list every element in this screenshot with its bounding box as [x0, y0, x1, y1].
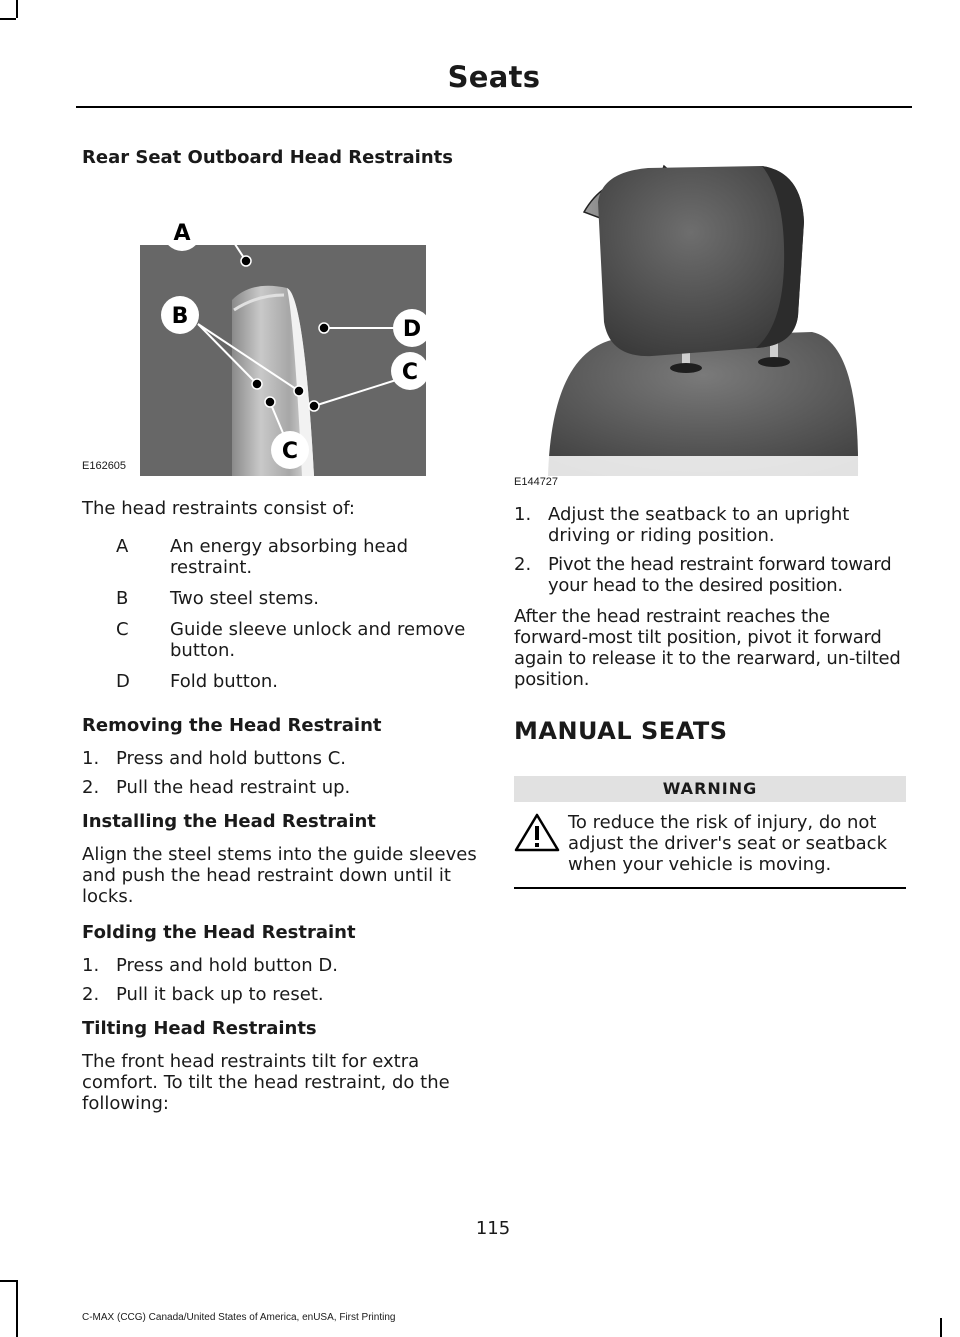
part-description: An energy absorbing head restraint.	[170, 536, 409, 578]
callout-d	[393, 309, 431, 347]
step-item	[82, 777, 480, 798]
folding-heading: Folding the Head Restraint	[82, 922, 356, 943]
part-description: Guide sleeve unlock and remove button.	[170, 619, 466, 661]
part-key: B	[116, 588, 129, 609]
step-text: Adjust the seatback to an upright driving or riding position.	[548, 504, 850, 546]
removing-steps	[82, 748, 480, 798]
callout-label-d: D	[402, 317, 422, 342]
head-restraint-illustration	[82, 170, 480, 482]
step-item	[82, 984, 480, 1005]
step-item	[82, 748, 480, 769]
callout-b	[161, 296, 199, 334]
callout-label-a: A	[173, 221, 191, 246]
parts-intro: The head restraints consist of:	[82, 498, 355, 519]
parts-list-item	[82, 671, 480, 692]
callout-label-c: C	[401, 360, 419, 385]
step-number: 1.	[514, 504, 532, 525]
warning-text: To reduce the risk of injury, do not adjust the driver's seat or seatback when your vehicle is moving.	[568, 812, 887, 875]
left-column	[82, 146, 480, 1114]
crop-mark	[940, 1318, 942, 1337]
warning-label: WARNING	[514, 776, 906, 802]
right-column	[514, 146, 906, 889]
callout-label-c: C	[281, 439, 299, 464]
manual-seats-heading: MANUAL SEATS	[514, 717, 728, 745]
warning-body	[514, 802, 906, 875]
crop-mark	[16, 0, 18, 18]
crop-mark	[16, 1282, 18, 1337]
step-item	[82, 955, 480, 976]
installing-heading: Installing the Head Restraint	[82, 811, 376, 832]
step-number: 2.	[82, 777, 100, 798]
part-description: Fold button.	[170, 671, 278, 692]
tilt-steps	[514, 504, 906, 596]
parts-list	[82, 536, 480, 692]
figure-code: E144727	[514, 476, 559, 488]
parts-list-item	[82, 588, 480, 609]
callout-c-right	[391, 352, 429, 390]
step-item	[514, 504, 906, 546]
installing-text: Align the steel stems into the guide sleeves and push the head restraint down until it locks.	[82, 844, 477, 907]
parts-list-item	[82, 619, 480, 661]
after-tilt-text: After the head restraint reaches the forward-most tilt position, pivot it forward again to release it to the rearward, un-tilted position.	[514, 606, 901, 690]
step-number: 2.	[514, 554, 532, 575]
step-text: Press and hold buttons C.	[116, 748, 347, 769]
parts-list-item	[82, 536, 480, 578]
crop-mark	[0, 18, 16, 20]
step-item	[514, 554, 906, 596]
warning-divider	[514, 887, 906, 889]
page-number: 115	[475, 1218, 511, 1239]
removing-heading: Removing the Head Restraint	[82, 715, 382, 736]
step-text: Pull the head restraint up.	[116, 777, 351, 798]
part-key: C	[116, 619, 129, 640]
step-number: 1.	[82, 955, 100, 976]
head-restraint-figure	[82, 170, 480, 482]
step-text: Pull it back up to reset.	[116, 984, 324, 1005]
section-subheading: Rear Seat Outboard Head Restraints	[82, 147, 453, 168]
crop-mark	[0, 1280, 18, 1282]
step-text: Pivot the head restraint forward toward your head to the desired position.	[548, 554, 892, 596]
folding-steps	[82, 955, 480, 1005]
tilting-heading: Tilting Head Restraints	[82, 1018, 317, 1039]
tilting-text: The front head restraints tilt for extra comfort. To tilt the head restraint, do the following:	[82, 1051, 450, 1114]
step-number: 1.	[82, 748, 100, 769]
part-description: Two steel stems.	[170, 588, 319, 609]
callout-a	[163, 213, 201, 251]
part-key: A	[116, 536, 129, 557]
figure-code: E162605	[82, 460, 127, 472]
footer-edition: C-MAX (CCG) Canada/United States of America, enUSA, First Printing	[82, 1312, 396, 1323]
step-number: 2.	[82, 984, 100, 1005]
warning-box	[514, 776, 906, 889]
callout-c-lower	[271, 431, 309, 469]
step-text: Press and hold button D.	[116, 955, 338, 976]
tilting-head-restraint-illustration	[512, 146, 904, 492]
callout-label-b: B	[171, 304, 189, 329]
tilt-restraint-figure	[512, 146, 904, 492]
warning-triangle-icon	[514, 812, 560, 852]
page-title: Seats	[447, 60, 541, 94]
part-key: D	[116, 671, 130, 692]
header-divider	[76, 106, 912, 108]
